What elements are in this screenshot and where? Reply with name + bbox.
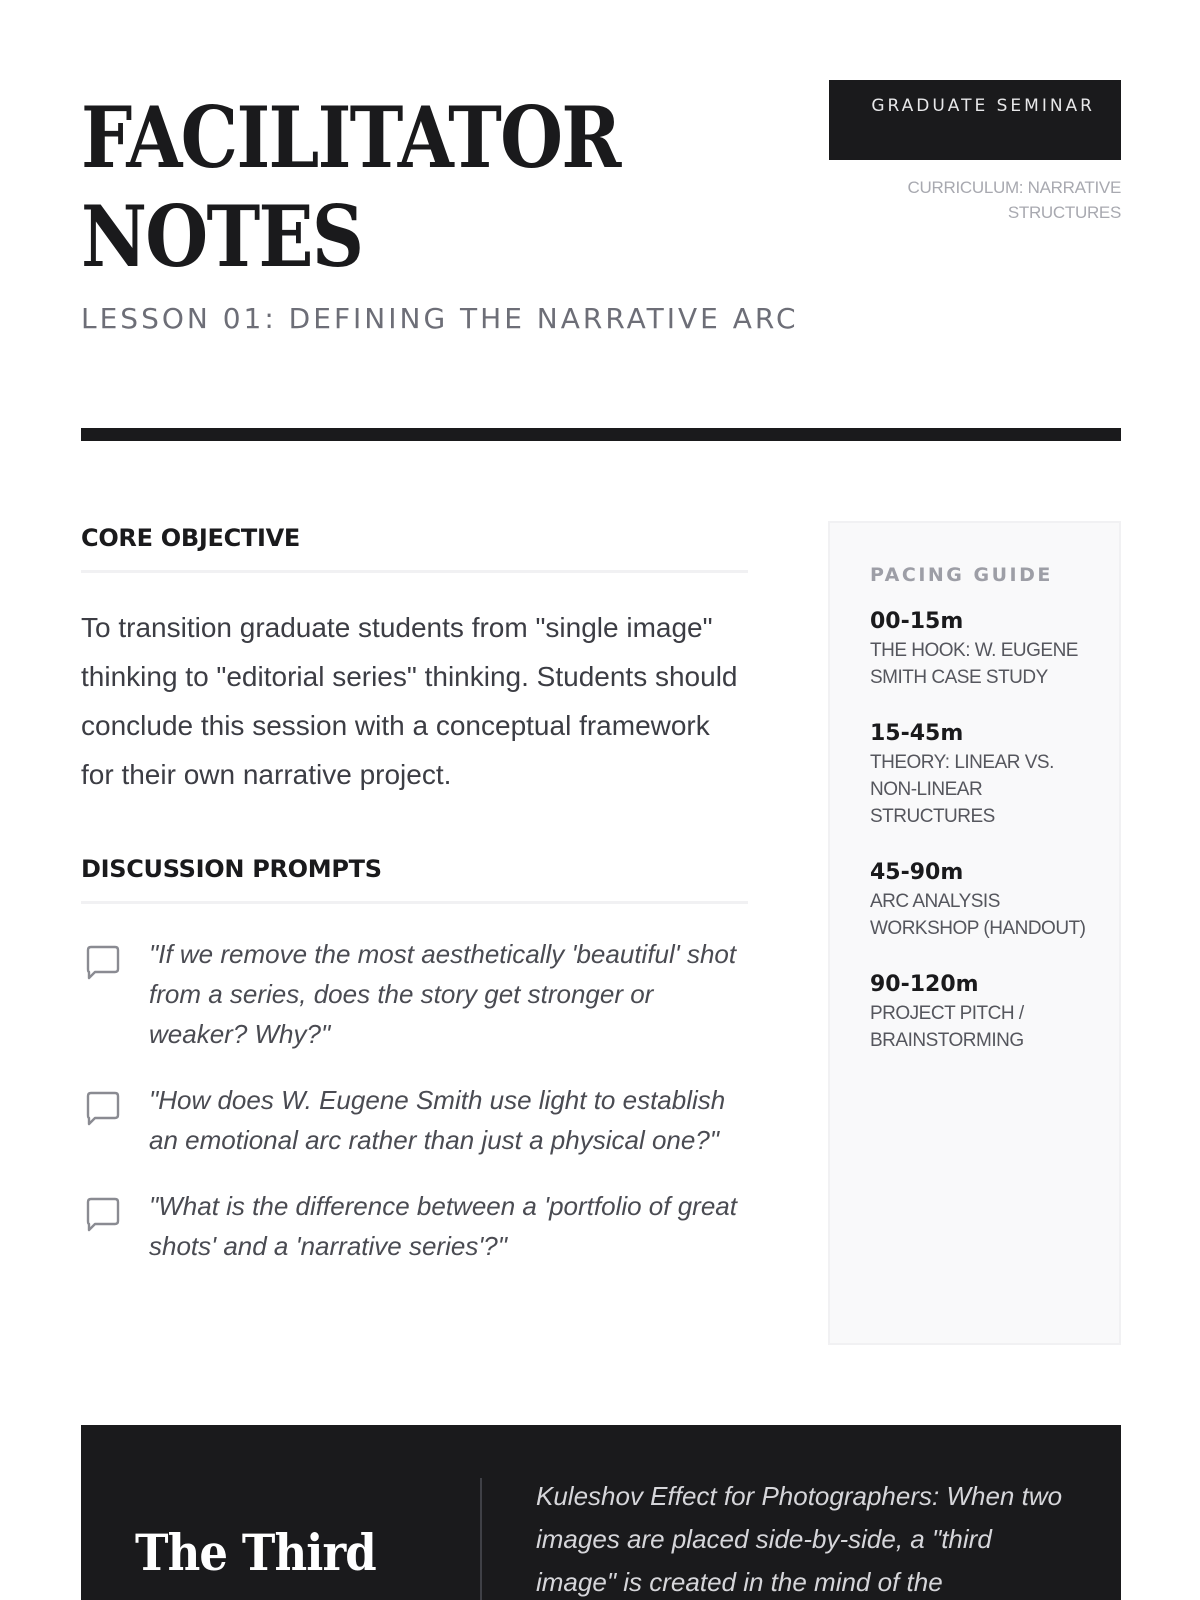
prompt-text: "What is the difference between a 'portfolio of great shots' and a 'narrative series'?" xyxy=(149,1191,737,1261)
pacing-guide-panel xyxy=(828,521,1121,1345)
discussion-prompts-section xyxy=(81,851,748,1266)
pacing-label: THE HOOK: W. EUGENE SMITH CASE STUDY xyxy=(870,640,1078,688)
section-divider xyxy=(81,901,748,904)
document-header xyxy=(81,0,1121,440)
facilitator-notes-page xyxy=(81,0,1121,1597)
pacing-time: 00-15m xyxy=(870,609,964,634)
prompt-item xyxy=(81,1080,748,1160)
lesson-subtitle: LESSON 01: DEFINING THE NARRATIVE ARC xyxy=(81,302,799,335)
seminar-badge-label: GRADUATE SEMINAR xyxy=(871,96,1095,116)
core-objective-heading: CORE OBJECTIVE xyxy=(81,524,300,552)
callout-text: Kuleshov Effect for Photographers: When two images are placed side-by-side, a "third image" is created in the mind of the xyxy=(536,1481,1063,1597)
prompt-text: "How does W. Eugene Smith use light to establish an emotional arc rather than just a physical one?" xyxy=(149,1085,726,1155)
pacing-item xyxy=(870,607,1119,691)
main-column xyxy=(81,520,748,1292)
pacing-guide-heading: PACING GUIDE xyxy=(870,564,1053,586)
callout-divider xyxy=(480,1478,482,1600)
speech-bubble-icon xyxy=(81,1086,125,1130)
core-objective-text: To transition graduate students from "single image" thinking to "editorial series" thinking. Students should conclude this session with a conceptual framework for their own narrative project. xyxy=(81,612,738,790)
third-image-callout xyxy=(81,1425,1121,1600)
prompt-item xyxy=(81,934,748,1054)
pacing-label: PROJECT PITCH / BRAINSTORMING xyxy=(870,1003,1024,1051)
section-divider xyxy=(81,570,748,573)
seminar-badge xyxy=(829,80,1121,160)
prompt-list xyxy=(81,934,748,1266)
speech-bubble-icon xyxy=(81,940,125,984)
core-objective-section xyxy=(81,520,748,799)
pacing-item xyxy=(870,719,1119,830)
header-divider xyxy=(81,428,1121,441)
prompt-text: "If we remove the most aesthetically 'beautiful' shot from a series, does the story get stronger or weaker? Why?" xyxy=(149,939,737,1049)
page-title: FACILITATOR NOTES xyxy=(81,88,620,286)
pacing-label: ARC ANALYSIS WORKSHOP (HANDOUT) xyxy=(870,891,1086,939)
callout-title: The Third xyxy=(135,1523,376,1582)
pacing-time: 15-45m xyxy=(870,721,964,746)
prompt-item xyxy=(81,1186,748,1266)
pacing-time: 90-120m xyxy=(870,972,979,997)
curriculum-label: CURRICULUM: NARRATIVE STRUCTURES xyxy=(907,178,1121,222)
pacing-time: 45-90m xyxy=(870,860,964,885)
discussion-prompts-heading: DISCUSSION PROMPTS xyxy=(81,855,382,883)
pacing-label: THEORY: LINEAR VS. NON-LINEAR STRUCTURES xyxy=(870,752,1054,827)
pacing-item xyxy=(870,858,1119,942)
pacing-list xyxy=(870,607,1119,1054)
pacing-item xyxy=(870,970,1119,1054)
speech-bubble-icon xyxy=(81,1192,125,1236)
